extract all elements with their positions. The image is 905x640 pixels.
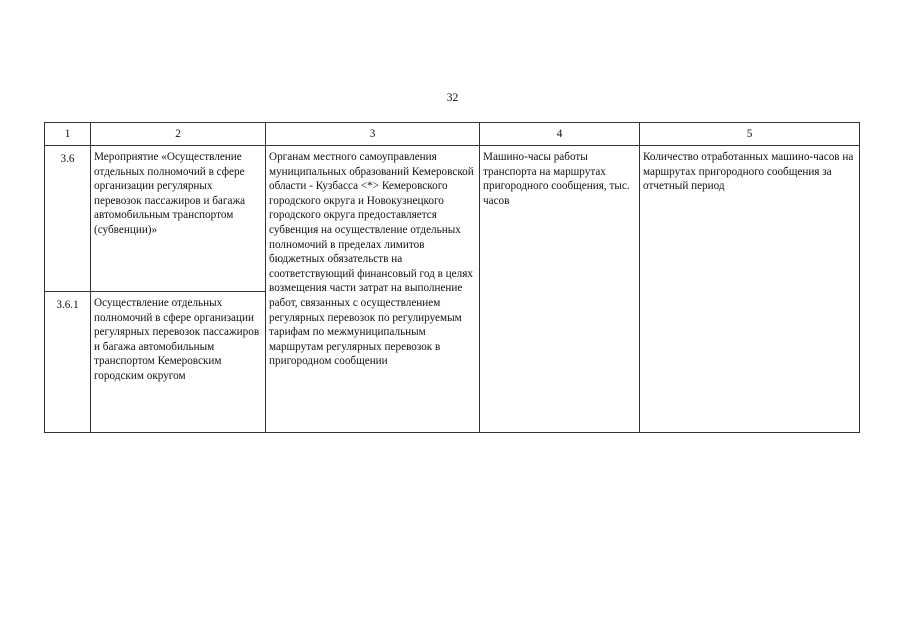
measure-name: Мероприятие «Осуществление отдельных полномочий в сфере организации регулярных перевозок пассажиров и багажа автомобильным транспортом (субвенции)» bbox=[91, 146, 266, 292]
header-row bbox=[45, 123, 860, 146]
measure-name: Осуществление отдельных полномочий в сфере организации регулярных перевозок пассажиров и багажа автомобильным транспортом Кемеровским городским округом bbox=[91, 292, 266, 433]
row-number: 3.6 bbox=[45, 146, 91, 292]
table-row bbox=[45, 146, 860, 292]
page-number: 32 bbox=[446, 92, 459, 104]
indicator-name: Машино-часы работы транспорта на маршрутах пригородного сообщения, тыс. часов bbox=[480, 146, 640, 433]
calculation-method: Количество отработанных машино-часов на маршрутах пригородного сообщения за отчетный период bbox=[640, 146, 860, 433]
measures-table bbox=[44, 122, 860, 433]
measure-description: Органам местного самоуправления муниципальных образований Кемеровской области - Кузбасса <*> Кемеровского городского округа и Новокузнецкого городского округа предоставляется субвенция на осуществление отдельных полномочий в пределах лимитов бюджетных обязательств на соответствующий финансовый год в целях возмещения части затрат на выполнение работ, связанных с осуществлением регулярных перевозок по регулируемым тарифам по межмуниципальным маршрутам регулярных перевозок в пригородном сообщении bbox=[266, 146, 480, 433]
column-header-2: 2 bbox=[91, 123, 266, 146]
column-header-3: 3 bbox=[266, 123, 480, 146]
column-header-4: 4 bbox=[480, 123, 640, 146]
column-header-5: 5 bbox=[640, 123, 860, 146]
row-number: 3.6.1 bbox=[45, 292, 91, 433]
column-header-1: 1 bbox=[45, 123, 91, 146]
